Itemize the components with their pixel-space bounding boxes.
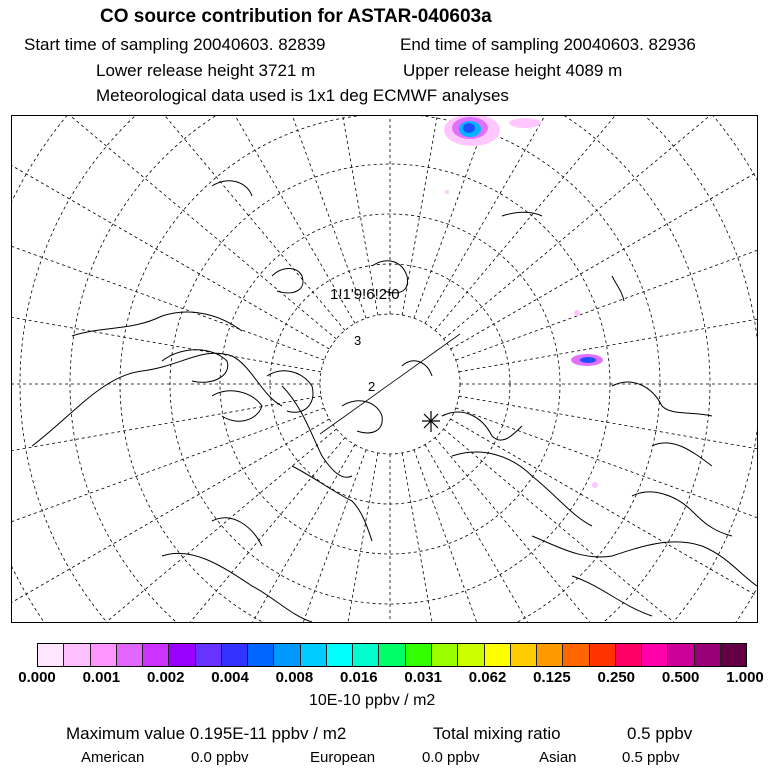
meridian-line: [82, 450, 366, 622]
meridian-line: [444, 429, 757, 622]
meridian-line: [12, 419, 329, 622]
color-swatch: [91, 644, 117, 666]
meridian-line: [12, 116, 336, 339]
color-swatch: [458, 644, 484, 666]
meridian-line: [12, 116, 345, 330]
color-scale-bar: [37, 643, 747, 667]
meridian-line: [459, 228, 757, 372]
color-swatch: [327, 644, 353, 666]
meridian-line: [444, 116, 757, 339]
color-swatch: [143, 644, 169, 666]
color-swatch: [196, 644, 222, 666]
color-scale-tick-label: 0.500: [661, 669, 700, 686]
trajectory-timestamps: [330, 286, 440, 432]
color-swatch: [511, 644, 537, 666]
color-scale-tick-label: 1.000: [726, 669, 764, 686]
color-scale-tick-label: 0.125: [533, 669, 571, 686]
start-time-label: Start time of sampling 20040603. 82839: [24, 35, 326, 54]
total-mixing-value: 0.5 ppbv: [627, 724, 693, 743]
total-mixing-label: Total mixing ratio: [433, 724, 561, 743]
center-divider-line: [320, 334, 460, 434]
color-swatch: [379, 644, 405, 666]
meridian-line: [425, 116, 757, 323]
color-swatch: [301, 644, 327, 666]
color-swatch: [668, 644, 694, 666]
meridian-line: [435, 438, 757, 622]
color-swatch: [248, 644, 274, 666]
center-label-b: 2: [368, 379, 376, 394]
color-scale-tick-label: 0.002: [146, 669, 185, 686]
color-swatch: [117, 644, 143, 666]
meridian-line: [12, 438, 345, 622]
meridian-line: [12, 408, 324, 622]
map-title: CO source contribution for ASTAR-040603a: [100, 6, 492, 27]
color-swatch: [64, 644, 90, 666]
color-scale-units: 10E-10 ppbv / m2: [309, 692, 436, 709]
meridian-line: [12, 445, 355, 622]
color-scale-tick-label: 0.062: [468, 669, 507, 686]
color-swatch: [695, 644, 721, 666]
color-scale-tick-label: 0.250: [597, 669, 636, 686]
coastlines: [32, 181, 757, 622]
color-swatch: [590, 644, 616, 666]
meridian-line: [459, 396, 757, 540]
color-swatch: [537, 644, 563, 666]
meridian-line: [12, 228, 321, 372]
color-swatch: [222, 644, 248, 666]
color-swatch: [485, 644, 511, 666]
american-label: American: [81, 749, 145, 766]
color-scale-tick-label: 0.008: [275, 669, 314, 686]
maximum-value-label: Maximum value 0.195E-11 ppbv / m2: [66, 724, 347, 743]
center-label-a: 3: [354, 333, 362, 348]
color-swatch: [616, 644, 642, 666]
color-swatch: [274, 644, 300, 666]
meridian-line: [12, 116, 324, 360]
polar-map: [11, 115, 758, 623]
color-scale-tick-label: 0.000: [18, 669, 56, 686]
meridian-line: [12, 429, 336, 622]
release-point-marker: [422, 411, 440, 432]
color-swatch: [169, 644, 195, 666]
asian-value: 0.5 ppbv: [622, 749, 680, 766]
european-label: European: [310, 749, 376, 766]
color-swatch: [353, 644, 379, 666]
meridian-line: [425, 445, 757, 622]
lower-release-label: Lower release height 3721 m: [96, 61, 316, 80]
color-scale-tick-label: 0.016: [340, 669, 378, 686]
color-swatch: [642, 644, 668, 666]
meteorological-data-label: Meteorological data used is 1x1 deg ECMWF analyses: [96, 86, 509, 105]
color-swatch: [406, 644, 432, 666]
end-time-label: End time of sampling 20040603. 82936: [400, 35, 696, 54]
color-scale-tick-label: 0.031: [404, 669, 442, 686]
american-value: 0.0 ppbv: [191, 749, 249, 766]
color-scale-tick-label: 0.004: [211, 669, 249, 686]
color-scale-tick-label: 0.001: [82, 669, 121, 686]
timestamp-cluster: 1!1'9!6!2!0: [330, 286, 400, 303]
color-swatch: [721, 644, 746, 666]
meridian-line: [414, 450, 698, 622]
color-swatch: [432, 644, 458, 666]
color-swatch: [563, 644, 589, 666]
european-value: 0.0 ppbv: [422, 749, 480, 766]
meridian-line: [402, 453, 546, 622]
meridian-line: [451, 116, 757, 349]
color-swatch: [38, 644, 64, 666]
plume-regions: [444, 116, 603, 488]
meridian-line: [234, 453, 378, 622]
upper-release-label: Upper release height 4089 m: [403, 61, 623, 80]
asian-label: Asian: [539, 749, 577, 766]
meridian-line: [456, 116, 757, 360]
